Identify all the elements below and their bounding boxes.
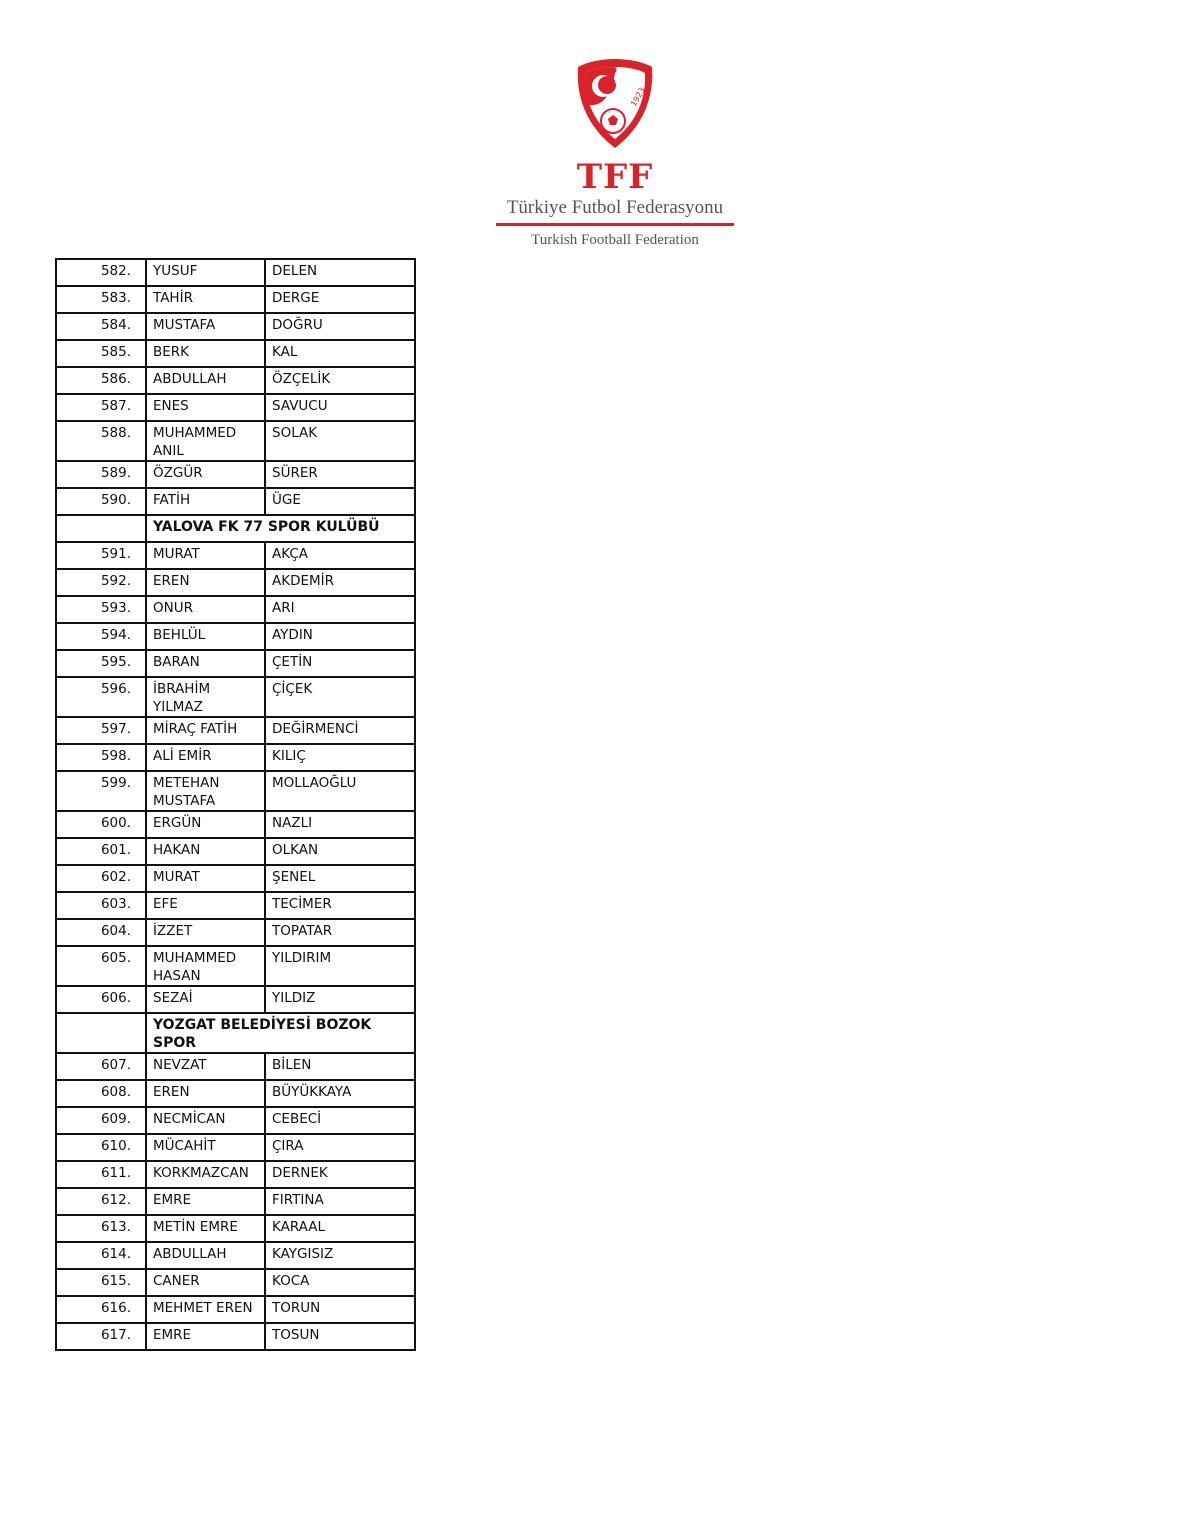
player-first-name: NEVZAT bbox=[146, 1053, 265, 1080]
player-list-body bbox=[56, 259, 415, 1350]
player-last-name: NAZLI bbox=[265, 811, 415, 838]
player-number: 600. bbox=[56, 811, 146, 838]
player-row bbox=[56, 1242, 415, 1269]
player-number: 593. bbox=[56, 596, 146, 623]
player-row bbox=[56, 461, 415, 488]
player-first-name: NECMİCAN bbox=[146, 1107, 265, 1134]
player-last-name: ÖZÇELİK bbox=[265, 367, 415, 394]
player-number: 602. bbox=[56, 865, 146, 892]
player-last-name: AKÇA bbox=[265, 542, 415, 569]
player-number: 611. bbox=[56, 1161, 146, 1188]
player-row bbox=[56, 677, 415, 717]
player-last-name: CEBECİ bbox=[265, 1107, 415, 1134]
player-last-name: ÇIRA bbox=[265, 1134, 415, 1161]
player-last-name: YILDIRIM bbox=[265, 946, 415, 986]
player-first-name: METİN EMRE bbox=[146, 1215, 265, 1242]
federation-name-en: Turkish Football Federation bbox=[531, 232, 699, 248]
player-last-name: KILIÇ bbox=[265, 744, 415, 771]
player-last-name: AKDEMİR bbox=[265, 569, 415, 596]
player-row bbox=[56, 865, 415, 892]
player-last-name: TECİMER bbox=[265, 892, 415, 919]
player-number: 589. bbox=[56, 461, 146, 488]
player-first-name: KORKMAZCAN bbox=[146, 1161, 265, 1188]
player-last-name: DOĞRU bbox=[265, 313, 415, 340]
player-last-name: DERGE bbox=[265, 286, 415, 313]
player-last-name: YILDIZ bbox=[265, 986, 415, 1013]
player-number: 601. bbox=[56, 838, 146, 865]
player-last-name: DELEN bbox=[265, 259, 415, 286]
player-row bbox=[56, 919, 415, 946]
player-number: 588. bbox=[56, 421, 146, 461]
player-number: 591. bbox=[56, 542, 146, 569]
player-number: 616. bbox=[56, 1296, 146, 1323]
player-row bbox=[56, 717, 415, 744]
player-row bbox=[56, 1296, 415, 1323]
player-number: 617. bbox=[56, 1323, 146, 1350]
player-first-name: SEZAİ bbox=[146, 986, 265, 1013]
player-first-name: MÜCAHİT bbox=[146, 1134, 265, 1161]
player-first-name: ABDULLAH bbox=[146, 367, 265, 394]
player-first-name: HAKAN bbox=[146, 838, 265, 865]
player-first-name: MUSTAFA bbox=[146, 313, 265, 340]
player-row bbox=[56, 1161, 415, 1188]
player-number: 603. bbox=[56, 892, 146, 919]
player-row bbox=[56, 744, 415, 771]
player-row bbox=[56, 623, 415, 650]
player-number: 607. bbox=[56, 1053, 146, 1080]
player-row bbox=[56, 892, 415, 919]
player-first-name: EMRE bbox=[146, 1323, 265, 1350]
player-number: 592. bbox=[56, 569, 146, 596]
player-number: 615. bbox=[56, 1269, 146, 1296]
player-number: 612. bbox=[56, 1188, 146, 1215]
player-row bbox=[56, 1053, 415, 1080]
logo-divider bbox=[496, 223, 734, 226]
player-first-name: MİRAÇ FATİH bbox=[146, 717, 265, 744]
player-first-name: FATİH bbox=[146, 488, 265, 515]
player-last-name: TOPATAR bbox=[265, 919, 415, 946]
player-last-name: KARAAL bbox=[265, 1215, 415, 1242]
player-row bbox=[56, 313, 415, 340]
player-number: 590. bbox=[56, 488, 146, 515]
player-first-name: EFE bbox=[146, 892, 265, 919]
player-row bbox=[56, 1134, 415, 1161]
player-last-name: DEĞİRMENCİ bbox=[265, 717, 415, 744]
player-number: 599. bbox=[56, 771, 146, 811]
player-last-name: ŞENEL bbox=[265, 865, 415, 892]
crest-year: 1923 bbox=[628, 85, 647, 108]
player-first-name: MUHAMMED HASAN bbox=[146, 946, 265, 986]
player-row bbox=[56, 650, 415, 677]
player-row bbox=[56, 838, 415, 865]
player-row bbox=[56, 986, 415, 1013]
player-row bbox=[56, 286, 415, 313]
player-first-name: METEHAN MUSTAFA bbox=[146, 771, 265, 811]
player-row bbox=[56, 1188, 415, 1215]
club-number-cell bbox=[56, 515, 146, 542]
player-first-name: İZZET bbox=[146, 919, 265, 946]
player-number: 582. bbox=[56, 259, 146, 286]
player-last-name: ÇİÇEK bbox=[265, 677, 415, 717]
player-first-name: ÖZGÜR bbox=[146, 461, 265, 488]
player-first-name: BEHLÜL bbox=[146, 623, 265, 650]
player-row bbox=[56, 596, 415, 623]
player-first-name: BARAN bbox=[146, 650, 265, 677]
player-row bbox=[56, 771, 415, 811]
tff-logo bbox=[494, 55, 736, 260]
player-row bbox=[56, 394, 415, 421]
player-number: 606. bbox=[56, 986, 146, 1013]
player-last-name: KOCA bbox=[265, 1269, 415, 1296]
player-last-name: KAYGISIZ bbox=[265, 1242, 415, 1269]
player-last-name: MOLLAOĞLU bbox=[265, 771, 415, 811]
player-number: 597. bbox=[56, 717, 146, 744]
player-first-name: CANER bbox=[146, 1269, 265, 1296]
player-last-name: BİLEN bbox=[265, 1053, 415, 1080]
player-number: 586. bbox=[56, 367, 146, 394]
player-number: 596. bbox=[56, 677, 146, 717]
player-first-name: ENES bbox=[146, 394, 265, 421]
player-last-name: FIRTINA bbox=[265, 1188, 415, 1215]
player-first-name: YUSUF bbox=[146, 259, 265, 286]
player-number: 609. bbox=[56, 1107, 146, 1134]
tff-abbreviation: TFF bbox=[576, 157, 654, 197]
player-first-name: MEHMET EREN bbox=[146, 1296, 265, 1323]
player-row bbox=[56, 569, 415, 596]
player-last-name: ARI bbox=[265, 596, 415, 623]
player-row bbox=[56, 1080, 415, 1107]
club-name: YALOVA FK 77 SPOR KULÜBÜ bbox=[146, 515, 415, 542]
club-header-row bbox=[56, 515, 415, 542]
player-number: 604. bbox=[56, 919, 146, 946]
player-number: 585. bbox=[56, 340, 146, 367]
player-number: 584. bbox=[56, 313, 146, 340]
player-number: 583. bbox=[56, 286, 146, 313]
player-last-name: AYDIN bbox=[265, 623, 415, 650]
player-row bbox=[56, 421, 415, 461]
player-first-name: İBRAHİM YILMAZ bbox=[146, 677, 265, 717]
player-number: 610. bbox=[56, 1134, 146, 1161]
player-first-name: EREN bbox=[146, 569, 265, 596]
player-row bbox=[56, 811, 415, 838]
player-number: 608. bbox=[56, 1080, 146, 1107]
player-last-name: SOLAK bbox=[265, 421, 415, 461]
player-row bbox=[56, 1269, 415, 1296]
player-number: 594. bbox=[56, 623, 146, 650]
player-row bbox=[56, 1215, 415, 1242]
player-number: 614. bbox=[56, 1242, 146, 1269]
player-first-name: ONUR bbox=[146, 596, 265, 623]
club-number-cell bbox=[56, 1013, 146, 1053]
player-last-name: DERNEK bbox=[265, 1161, 415, 1188]
player-first-name: EREN bbox=[146, 1080, 265, 1107]
club-name: YOZGAT BELEDİYESİ BOZOK SPOR bbox=[146, 1013, 415, 1053]
player-row bbox=[56, 946, 415, 986]
player-first-name: MUHAMMED ANIL bbox=[146, 421, 265, 461]
player-last-name: KAL bbox=[265, 340, 415, 367]
player-number: 605. bbox=[56, 946, 146, 986]
player-number: 613. bbox=[56, 1215, 146, 1242]
player-list-table bbox=[55, 258, 416, 1351]
player-first-name: ERGÜN bbox=[146, 811, 265, 838]
player-last-name: SÜRER bbox=[265, 461, 415, 488]
player-last-name: ÜGE bbox=[265, 488, 415, 515]
player-first-name: ALİ EMİR bbox=[146, 744, 265, 771]
player-row bbox=[56, 488, 415, 515]
player-last-name: TOSUN bbox=[265, 1323, 415, 1350]
player-row bbox=[56, 367, 415, 394]
player-first-name: MURAT bbox=[146, 865, 265, 892]
player-row bbox=[56, 259, 415, 286]
player-number: 587. bbox=[56, 394, 146, 421]
player-row bbox=[56, 542, 415, 569]
club-header-row bbox=[56, 1013, 415, 1053]
player-last-name: BÜYÜKKAYA bbox=[265, 1080, 415, 1107]
player-first-name: MURAT bbox=[146, 542, 265, 569]
player-first-name: EMRE bbox=[146, 1188, 265, 1215]
tff-crest-icon bbox=[573, 55, 657, 151]
player-first-name: TAHİR bbox=[146, 286, 265, 313]
player-first-name: ABDULLAH bbox=[146, 1242, 265, 1269]
player-number: 595. bbox=[56, 650, 146, 677]
player-number: 598. bbox=[56, 744, 146, 771]
player-last-name: SAVUCU bbox=[265, 394, 415, 421]
player-last-name: ÇETİN bbox=[265, 650, 415, 677]
player-row bbox=[56, 1107, 415, 1134]
player-row bbox=[56, 340, 415, 367]
player-last-name: TORUN bbox=[265, 1296, 415, 1323]
player-last-name: OLKAN bbox=[265, 838, 415, 865]
federation-name-tr: Türkiye Futbol Federasyonu bbox=[506, 197, 724, 218]
player-row bbox=[56, 1323, 415, 1350]
player-first-name: BERK bbox=[146, 340, 265, 367]
